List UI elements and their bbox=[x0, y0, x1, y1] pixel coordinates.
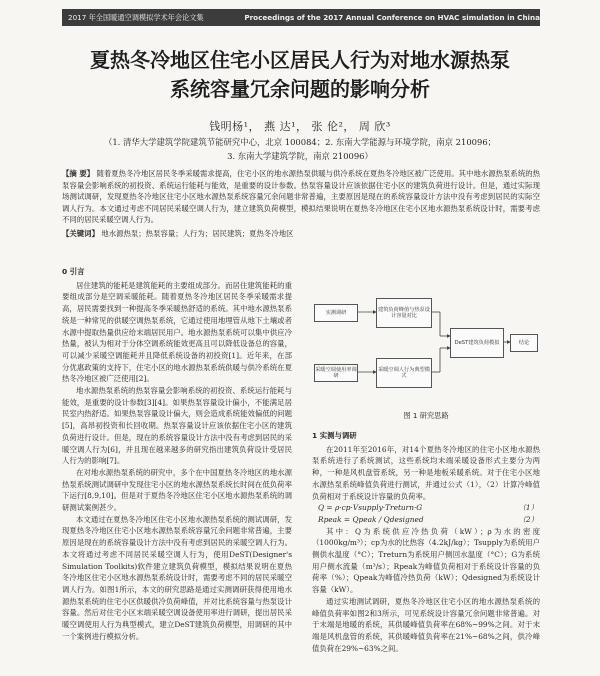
abstract-text: 随着夏热冬冷地区居民冬季采暖需求提高，住宅小区的地水源热泵供暖与供冷系统在夏热冬冷地区被广泛使用。其中地水源热泵系统的热泵容量会影响系统的初投资、系统运行能耗与能效，是重要的设计参数。热泵容量设计应该依据住宅小区的建筑负荷进行设计。但是，通过实际现场测试调研，发现夏热冬冷地区住宅小区地水源热泵系统容量冗余问题非常普遍，主要原因是现在的系统容量设计方法中没有考虑到居民的实际空调人行为。本文通过考虑不同居民采暖空调人行为，建立建筑负荷模型，模拟结果说明在夏热冬冷地区住宅小区地水源热泵系统设计时，需要考虑不同的居民采暖空调人行为。 bbox=[62, 169, 540, 224]
equation-1-formula: Q = ρ·cp·Vsupply·Treturn·G bbox=[318, 503, 423, 513]
affiliation-line-2: 3. 东南大学建筑学院，南京 210096） bbox=[227, 151, 373, 161]
intro-paragraph-4: 本文通过在夏热冬冷地区住宅小区地水源热泵系统的测试调研，发现夏热冬冷地区住宅小区地水源热泵系统容量冗余问题非常普遍，主要原因是现在的系统容量设计方法中没有考虑到居民的采暖空调人行为。本文将通过考虑不同居民采暖空调人行为，使用DeST(Designer's Simulation Toolkits)软件建立建筑负荷模型，模拟结果说明在夏热冬冷地区住宅小区地水源热泵系统设计时，需要考虑不同的居民采暖空调人行为。如图1所示，本文的研究思路是通过实测调研获得使用地水源热泵系统的住宅小区供暖供冷负荷峰值，并对比系统容量与热泵设计容量。然后对住宅小区末端采暖空调设备使用率进行调研，提出居民采暖空调使用人行为典型模式，建立DeST建筑负荷模型，用调研的其中一个案例进行模拟分析。 bbox=[62, 514, 292, 641]
equation-2-formula: Rpeak = Qpeak / Qdesigned bbox=[318, 514, 424, 524]
affiliation-line-1: （1. 清华大学建筑学院建筑节能研究中心，北京 100084；2. 东南大学能源与环境学院，南京 210096； bbox=[103, 137, 497, 147]
section-heading-survey: 1 实测与调研 bbox=[312, 431, 357, 440]
flow-box-dest-simulation: DeST建筑负荷模拟 bbox=[450, 328, 504, 358]
keywords-text: 地水源热泵；热泵容量；人行为；居民建筑；夏热冬冷地区 bbox=[101, 228, 294, 238]
header-right: Proceedings of the 2017 Annual Conference on HVAC simulation in China bbox=[244, 13, 540, 22]
journal-header bbox=[62, 9, 540, 26]
flow-box-behavior-mode: 采暖空调人行为典型模式 bbox=[376, 358, 432, 388]
survey-paragraph-1: 在2011年至2016年，对14个夏热冬冷地区的住宅小区地水源热泵系统进行了系统测试，这些系统均未端采暖设备形式主要分为两种，一种是风机盘管系统，另一种是地板采暖系统。对于住宅小区地水源热泵系统峰值负荷进行测试，并通过公式（1），（2）计算冷峰值负荷相对于系统设计容量的负荷率。 bbox=[312, 444, 540, 501]
survey-paragraph-2: 其中：Q为系统供应冷热负荷（kW）；ρ为水的密度（1000kg/m³）；cp为水的比热容（4.2kJ/kg）；Tsupply为系统用户侧供水温度（°C）；Treturn为系统用户侧回水温度（°C）；G为系统用户侧水流量（m³/s）；Rpeak为峰值负荷相对于系统设计容量的负荷率（%）；Qpeak为峰值冷热负荷（kW）；Qdesigned为系统设计容量（kW）。 bbox=[312, 526, 540, 595]
header-left: 2017 年全国暖通空调模拟学术年会论文集 bbox=[68, 12, 204, 22]
flow-box-usage-survey: 采暖空调使用率调研 bbox=[314, 364, 358, 382]
abstract-block bbox=[62, 168, 540, 239]
equation-1-number: （1） bbox=[518, 503, 538, 513]
paper-title bbox=[40, 46, 560, 104]
keywords-label: 【关键词】 bbox=[62, 228, 99, 238]
left-column bbox=[62, 264, 292, 643]
intro-paragraph-3: 在对地水源热泵系统的研究中，多个在中国夏热冬冷地区的地水源热泵系统测试调研中发现住宅小区的地水源热泵系统长时间在低负荷率下运行[8,9,10]。但是对于夏热冬冷地区住宅小区地水源热泵系统的调研测试案例甚少。 bbox=[62, 467, 292, 513]
equation-2-number: （2） bbox=[518, 514, 538, 524]
section-heading-intro: 0 引言 bbox=[62, 267, 85, 276]
equation-2 bbox=[312, 514, 540, 526]
flow-box-conclusion: 结论 bbox=[510, 334, 538, 352]
survey-paragraph-3: 通过实地测试调研，夏热冬冷地区住宅小区的地水源热泵系统的峰值负荷率如图2和3所示，可见系统设计容量冗余问题非常普遍。对于末端是地暖的系统，其供暖峰值负荷率在68%~99%之间。对于末端是风机盘管的系统，其供暖峰值负荷率在21%~68%之间，供冷峰值负荷在29%~63%之间。 bbox=[312, 596, 540, 653]
flow-box-load-compare: 建筑负荷峰值与热泵设计容量对比 bbox=[376, 298, 432, 328]
right-column bbox=[312, 428, 540, 654]
author-list: 钱明杨¹， 燕 达¹， 张 伦²， 周 欣³ bbox=[209, 120, 391, 133]
title-line-2: 系统容量冗余问题的影响分析 bbox=[170, 77, 430, 101]
title-line-1: 夏热冬冷地区住宅小区居民人行为对地水源热泵 bbox=[90, 48, 510, 72]
abstract-label: 【摘 要】 bbox=[62, 169, 95, 178]
equation-1 bbox=[312, 502, 540, 514]
research-flow-figure bbox=[312, 290, 540, 408]
figure-caption: 图 1 研究思路 bbox=[403, 411, 449, 420]
intro-paragraph-2: 地水源热泵系统的热泵容量会影响系统的初投资、系统运行能耗与能效，是重要的设计参数[3][4]。如果热泵容量设计偏小，不能满足居民室内热舒适。如果热泵容量设计偏大，则会造成系统能效偏低的问题[5]，高昂初投资和长回收期。热泵容量设计应该依据住宅小区的建筑负荷进行设计。但是，现在的系统容量设计方法中没有考虑到居民的采暖空调人行为[6]，并且现在越来越多的研究指出建筑负荷设计受居民人行为的影响[7]。 bbox=[62, 386, 292, 466]
intro-paragraph-1: 居住建筑的能耗是建筑能耗的主要组成部分。而居住建筑能耗的重要组成部分是空调采暖能耗。随着夏热冬冷地区居民冬季采暖需求提高，居民需要找到一种提高冬季采暖热舒适的系统。其中地水源热泵系统是一种常见的供暖空调热泵系统，它通过使用地埋管从地下土壤或者水源中提取热量供应给末端居民用户。地水源热泵系统可以集中供应冷热量，被认为相对于分体空调系统能效更高且可以降低设备总的容量，可以减少采暖空调能耗并且降低系统设备的初投资[1]。近年来，在部分优惠政策的支持下，住宅小区的地水源热泵系统供暖与供冷系统在夏热冬冷地区被广泛使用[2]。 bbox=[62, 280, 292, 384]
flow-box-survey: 实测调研 bbox=[314, 304, 358, 322]
